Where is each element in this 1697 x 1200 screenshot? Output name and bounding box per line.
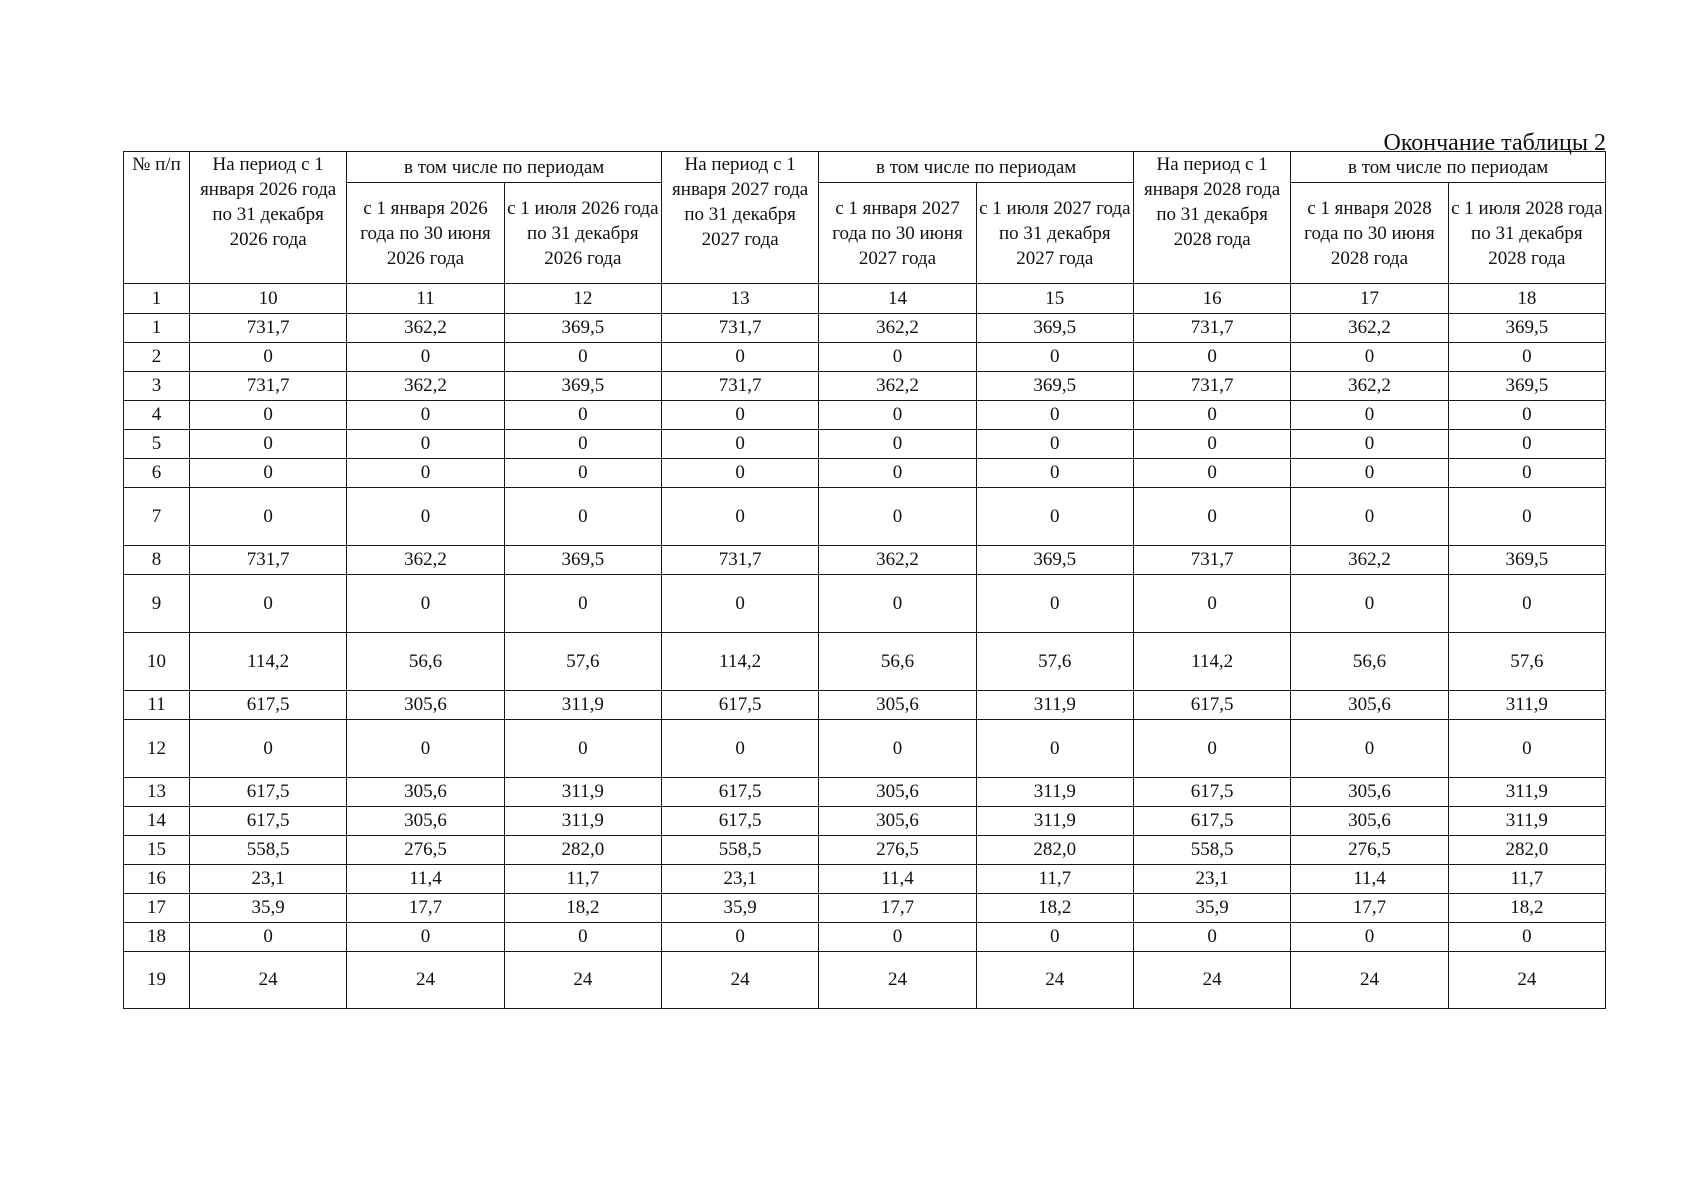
table-cell: 17,7 (819, 894, 976, 923)
table-cell: 0 (347, 401, 504, 430)
table-cell: 0 (819, 401, 976, 430)
table-cell: 114,2 (190, 633, 347, 691)
table-cell: 558,5 (190, 836, 347, 865)
table-cell: 311,9 (504, 778, 661, 807)
table-cell: 362,2 (1291, 314, 1448, 343)
table-cell: 369,5 (1448, 372, 1605, 401)
table-cell: 114,2 (1133, 633, 1290, 691)
table-cell: 0 (819, 459, 976, 488)
table-cell: 558,5 (1133, 836, 1290, 865)
table-cell: 311,9 (976, 691, 1133, 720)
table-cell: 0 (1291, 343, 1448, 372)
table-cell: 0 (1291, 488, 1448, 546)
table-cell: 18,2 (1448, 894, 1605, 923)
table-cell: 57,6 (976, 633, 1133, 691)
table-cell: 0 (1448, 343, 1605, 372)
table-cell: 0 (190, 720, 347, 778)
table-cell: 0 (504, 923, 661, 952)
table-cell: 56,6 (1291, 633, 1448, 691)
table-cell: 0 (976, 401, 1133, 430)
row-number-cell: 17 (124, 894, 190, 923)
table-row (124, 865, 1606, 894)
table-cell: 362,2 (347, 372, 504, 401)
table-cell: 305,6 (819, 691, 976, 720)
table-cell: 56,6 (819, 633, 976, 691)
row-number-cell: 3 (124, 372, 190, 401)
table-cell: 0 (347, 720, 504, 778)
table-cell: 0 (1291, 430, 1448, 459)
table-cell: 362,2 (1291, 546, 1448, 575)
table-cell: 0 (976, 343, 1133, 372)
table-cell: 305,6 (347, 778, 504, 807)
row-number-cell: 10 (124, 633, 190, 691)
column-number: 12 (504, 284, 661, 314)
row-number-cell: 15 (124, 836, 190, 865)
table-cell: 0 (1291, 575, 1448, 633)
header-subgroup-2027: в том числе по периодам (819, 152, 1134, 183)
table-cell: 0 (661, 343, 818, 372)
table-cell: 0 (1448, 720, 1605, 778)
table-cell: 617,5 (1133, 807, 1290, 836)
table-cell: 362,2 (819, 372, 976, 401)
table-cell: 0 (976, 488, 1133, 546)
row-number-cell: 18 (124, 923, 190, 952)
table-cell: 0 (661, 430, 818, 459)
table-cell: 617,5 (661, 807, 818, 836)
table-cell: 0 (504, 430, 661, 459)
table-cell: 0 (661, 401, 818, 430)
table-cell: 369,5 (504, 546, 661, 575)
table-cell: 731,7 (190, 546, 347, 575)
table-cell: 369,5 (976, 314, 1133, 343)
table-cell: 24 (1291, 952, 1448, 1009)
table-cell: 0 (190, 343, 347, 372)
table-cell: 0 (661, 459, 818, 488)
table-cell: 0 (190, 575, 347, 633)
table-cell: 731,7 (661, 546, 818, 575)
table-cell: 0 (819, 720, 976, 778)
row-number-cell: 2 (124, 343, 190, 372)
table-cell: 305,6 (1291, 807, 1448, 836)
table-cell: 369,5 (1448, 546, 1605, 575)
column-number: 13 (661, 284, 818, 314)
table-cell: 362,2 (1291, 372, 1448, 401)
table-cell: 0 (661, 575, 818, 633)
row-number-cell: 5 (124, 430, 190, 459)
table-cell: 0 (1133, 459, 1290, 488)
table-row (124, 488, 1606, 546)
table-cell: 0 (1133, 720, 1290, 778)
row-number-cell: 9 (124, 575, 190, 633)
table-cell: 24 (190, 952, 347, 1009)
table-cell: 0 (1133, 430, 1290, 459)
row-number-cell: 4 (124, 401, 190, 430)
header-subgroup-2028: в том числе по периодам (1291, 152, 1606, 183)
header-row-number: № п/п (124, 152, 190, 284)
table-cell: 57,6 (504, 633, 661, 691)
table-cell: 305,6 (1291, 691, 1448, 720)
table-cell: 0 (190, 459, 347, 488)
table-cell: 0 (347, 923, 504, 952)
table-cell: 0 (1448, 459, 1605, 488)
table-row (124, 633, 1606, 691)
table-cell: 24 (347, 952, 504, 1009)
table-cell: 311,9 (1448, 691, 1605, 720)
table-cell: 56,6 (347, 633, 504, 691)
table-cell: 0 (1291, 720, 1448, 778)
table-cell: 0 (819, 488, 976, 546)
table-cell: 0 (504, 401, 661, 430)
column-number: 17 (1291, 284, 1448, 314)
table-cell: 0 (504, 488, 661, 546)
table-cell: 311,9 (504, 691, 661, 720)
row-number-cell: 12 (124, 720, 190, 778)
table-row (124, 894, 1606, 923)
table-cell: 17,7 (1291, 894, 1448, 923)
table-cell: 282,0 (976, 836, 1133, 865)
table-cell: 0 (190, 488, 347, 546)
table-cell: 0 (347, 575, 504, 633)
table-cell: 617,5 (190, 807, 347, 836)
table-cell: 114,2 (661, 633, 818, 691)
table-cell: 24 (504, 952, 661, 1009)
table-cell: 311,9 (976, 807, 1133, 836)
table-cell: 0 (347, 343, 504, 372)
table-cell: 731,7 (661, 314, 818, 343)
table-row (124, 575, 1606, 633)
column-number: 10 (190, 284, 347, 314)
table-cell: 0 (1448, 401, 1605, 430)
table-cell: 0 (976, 720, 1133, 778)
table-cell: 0 (347, 430, 504, 459)
table-cell: 731,7 (1133, 546, 1290, 575)
table-cell: 305,6 (1291, 778, 1448, 807)
table-cell: 0 (661, 720, 818, 778)
table-cell: 617,5 (190, 691, 347, 720)
table-cell: 311,9 (976, 778, 1133, 807)
table-caption: Окончание таблицы 2 (1383, 130, 1606, 156)
table-cell: 24 (1133, 952, 1290, 1009)
table-row (124, 952, 1606, 1009)
table-cell: 617,5 (1133, 691, 1290, 720)
table-body (124, 314, 1606, 1009)
table-cell: 362,2 (819, 546, 976, 575)
table-cell: 23,1 (661, 865, 818, 894)
table-cell: 305,6 (347, 807, 504, 836)
table-row (124, 807, 1606, 836)
table-cell: 731,7 (1133, 372, 1290, 401)
table-cell: 11,4 (347, 865, 504, 894)
table-cell: 617,5 (1133, 778, 1290, 807)
table-row (124, 401, 1606, 430)
table-cell: 362,2 (347, 546, 504, 575)
table-cell: 362,2 (819, 314, 976, 343)
table-cell: 617,5 (190, 778, 347, 807)
table-row (124, 923, 1606, 952)
table-cell: 23,1 (190, 865, 347, 894)
table-cell: 369,5 (504, 314, 661, 343)
table-cell: 0 (190, 923, 347, 952)
table-cell: 0 (190, 430, 347, 459)
table-row (124, 372, 1606, 401)
column-number: 14 (819, 284, 976, 314)
row-number-cell: 1 (124, 314, 190, 343)
table-cell: 0 (976, 459, 1133, 488)
table-row (124, 546, 1606, 575)
table-row (124, 314, 1606, 343)
column-number: 11 (347, 284, 504, 314)
table-cell: 11,4 (819, 865, 976, 894)
header-first-half-2028: с 1 января 2028 года по 30 июня 2028 года (1291, 183, 1448, 284)
table-cell: 0 (1133, 343, 1290, 372)
data-table (123, 151, 1606, 1009)
table-cell: 558,5 (661, 836, 818, 865)
table-cell: 731,7 (190, 372, 347, 401)
table-cell: 305,6 (819, 778, 976, 807)
table-cell: 369,5 (1448, 314, 1605, 343)
table-cell: 24 (819, 952, 976, 1009)
table-cell: 0 (1133, 575, 1290, 633)
table-cell: 369,5 (976, 372, 1133, 401)
table-cell: 311,9 (1448, 807, 1605, 836)
header-second-half-2028: с 1 июля 2028 года по 31 декабря 2028 года (1448, 183, 1605, 284)
table-cell: 0 (819, 923, 976, 952)
table-cell: 11,4 (1291, 865, 1448, 894)
table-cell: 0 (504, 720, 661, 778)
table-cell: 0 (819, 430, 976, 459)
row-number-cell: 16 (124, 865, 190, 894)
table-cell: 617,5 (661, 778, 818, 807)
row-number-cell: 8 (124, 546, 190, 575)
table-cell: 0 (347, 459, 504, 488)
table-row (124, 778, 1606, 807)
table-cell: 0 (504, 575, 661, 633)
table-cell: 0 (976, 575, 1133, 633)
table-cell: 0 (1133, 488, 1290, 546)
table-cell: 0 (819, 343, 976, 372)
table-cell: 276,5 (347, 836, 504, 865)
table-cell: 731,7 (1133, 314, 1290, 343)
table-cell: 0 (1448, 488, 1605, 546)
table-cell: 369,5 (976, 546, 1133, 575)
header-first-half-2026: с 1 января 2026 года по 30 июня 2026 года (347, 183, 504, 284)
table-cell: 24 (976, 952, 1133, 1009)
table-cell: 0 (504, 343, 661, 372)
table-cell: 24 (661, 952, 818, 1009)
table-cell: 731,7 (190, 314, 347, 343)
table-cell: 0 (1448, 923, 1605, 952)
table-cell: 0 (661, 923, 818, 952)
header-period-2026: На период с 1 января 2026 года по 31 декабря 2026 года (190, 152, 347, 284)
table-cell: 0 (504, 459, 661, 488)
table-cell: 17,7 (347, 894, 504, 923)
row-number-cell: 11 (124, 691, 190, 720)
table-cell: 276,5 (819, 836, 976, 865)
table-cell: 0 (976, 430, 1133, 459)
row-number-cell: 6 (124, 459, 190, 488)
table-cell: 276,5 (1291, 836, 1448, 865)
table-cell: 0 (347, 488, 504, 546)
header-second-half-2027: с 1 июля 2027 года по 31 декабря 2027 года (976, 183, 1133, 284)
table-cell: 311,9 (1448, 778, 1605, 807)
table-cell: 0 (1448, 575, 1605, 633)
row-number-cell: 14 (124, 807, 190, 836)
table-cell: 282,0 (1448, 836, 1605, 865)
column-number: 16 (1133, 284, 1290, 314)
table-cell: 617,5 (661, 691, 818, 720)
table-cell: 11,7 (1448, 865, 1605, 894)
table-cell: 0 (976, 923, 1133, 952)
table-cell: 282,0 (504, 836, 661, 865)
table-cell: 57,6 (1448, 633, 1605, 691)
column-number: 18 (1448, 284, 1605, 314)
table-cell: 0 (661, 488, 818, 546)
table-cell: 0 (1448, 430, 1605, 459)
table-row (124, 691, 1606, 720)
table-cell: 0 (1133, 401, 1290, 430)
table-cell: 0 (819, 575, 976, 633)
header-period-2027: На период с 1 января 2027 года по 31 декабря 2027 года (661, 152, 818, 284)
table-row (124, 430, 1606, 459)
table-cell: 311,9 (504, 807, 661, 836)
table-cell: 18,2 (504, 894, 661, 923)
table-row (124, 836, 1606, 865)
table-cell: 0 (190, 401, 347, 430)
table-cell: 11,7 (976, 865, 1133, 894)
table-cell: 731,7 (661, 372, 818, 401)
table-cell: 305,6 (347, 691, 504, 720)
header-second-half-2026: с 1 июля 2026 года по 31 декабря 2026 года (504, 183, 661, 284)
table-cell: 11,7 (504, 865, 661, 894)
table-cell: 362,2 (347, 314, 504, 343)
row-number-cell: 7 (124, 488, 190, 546)
column-number: 1 (124, 284, 190, 314)
table-row (124, 459, 1606, 488)
table-cell: 35,9 (190, 894, 347, 923)
table-row (124, 720, 1606, 778)
table-cell: 35,9 (661, 894, 818, 923)
table-cell: 0 (1291, 401, 1448, 430)
column-number: 15 (976, 284, 1133, 314)
table-cell: 35,9 (1133, 894, 1290, 923)
table-cell: 18,2 (976, 894, 1133, 923)
table-cell: 0 (1291, 923, 1448, 952)
header-subgroup-2026: в том числе по периодам (347, 152, 662, 183)
header-period-2028: На период с 1 января 2028 года по 31 декабря 2028 года (1133, 152, 1290, 284)
table-cell: 0 (1133, 923, 1290, 952)
table-cell: 369,5 (504, 372, 661, 401)
table-cell: 24 (1448, 952, 1605, 1009)
table-cell: 23,1 (1133, 865, 1290, 894)
header-first-half-2027: с 1 января 2027 года по 30 июня 2027 года (819, 183, 976, 284)
row-number-cell: 13 (124, 778, 190, 807)
column-number-row (124, 284, 1606, 314)
table-row (124, 343, 1606, 372)
row-number-cell: 19 (124, 952, 190, 1009)
table-cell: 0 (1291, 459, 1448, 488)
table-cell: 305,6 (819, 807, 976, 836)
